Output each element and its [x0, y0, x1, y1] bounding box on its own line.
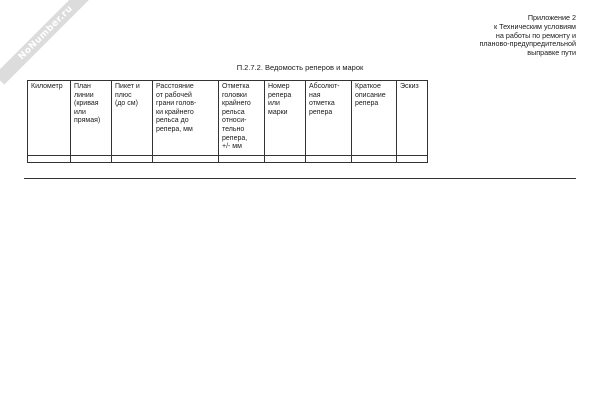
column-header-kilometer: Километр [28, 81, 71, 156]
column-header-line-plan: План линии (кривая или прямая) [71, 81, 112, 156]
column-header-rail-mark: Отметка головки крайнего рельса относи- тельно репера, +/- мм [219, 81, 265, 156]
table-cell [306, 155, 352, 162]
table-cell [28, 155, 71, 162]
appendix-line: Приложение 2 [527, 13, 576, 22]
appendix-line: на работы по ремонту и [495, 30, 576, 40]
table-header-row [28, 81, 428, 156]
table-cell [71, 155, 112, 162]
table-cell [112, 155, 153, 162]
watermark-text: NoNumber.ru [16, 3, 76, 63]
benchmark-registry-table [27, 80, 428, 163]
column-header-sketch: Эскиз [397, 81, 428, 156]
document-title: П.2.7.2. Ведомость реперов и марок [236, 63, 364, 72]
table-cell [265, 155, 306, 162]
appendix-line: планово-предупредительной [479, 39, 576, 49]
table-cell [153, 155, 219, 162]
table-row [28, 155, 428, 162]
table-cell [352, 155, 397, 162]
column-header-distance: Расстояние от рабочей грани голов- ки крайнего рельса до репера, мм [153, 81, 219, 156]
horizontal-rule [24, 178, 576, 179]
appendix-line: к Техническим условиям [493, 21, 576, 31]
column-header-benchmark-number: Номер репера или марки [265, 81, 306, 156]
appendix-note [416, 14, 576, 58]
appendix-line: выправке пути [527, 48, 576, 58]
table-cell [219, 155, 265, 162]
column-header-description: Краткое описание репера [352, 81, 397, 156]
column-header-absolute-mark: Абсолют- ная отметка репера [306, 81, 352, 156]
table-cell [397, 155, 428, 162]
column-header-picket: Пикет и плюс (до см) [112, 81, 153, 156]
